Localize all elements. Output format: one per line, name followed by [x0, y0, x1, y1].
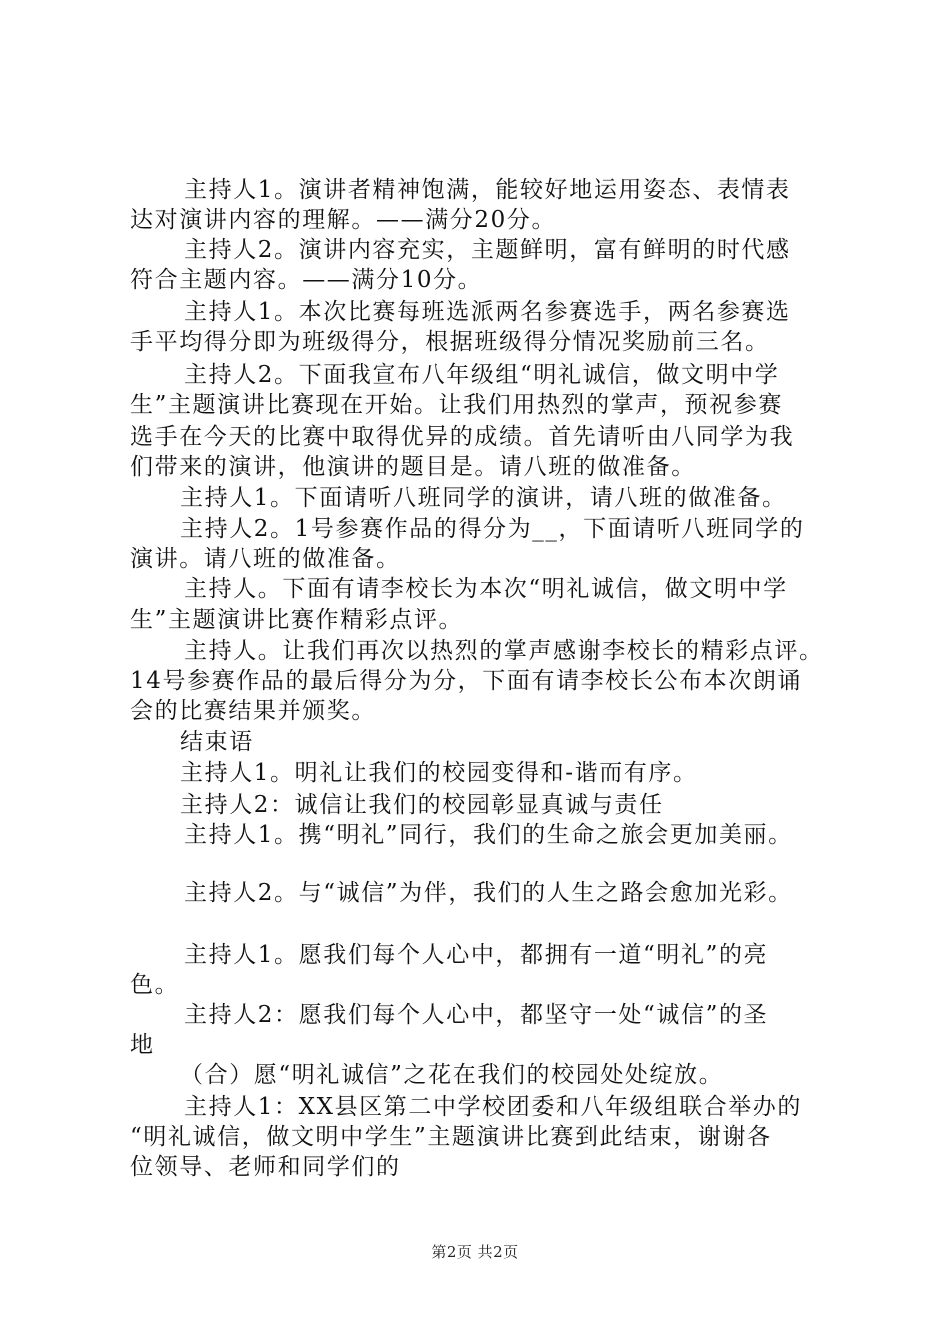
- text-line: 主持人1。本次比赛每班选派两名参赛选手，两名参赛选: [184, 299, 791, 325]
- text-line: 会的比赛结果并颁奖。: [130, 698, 376, 724]
- text-line: 生”主题演讲比赛作精彩点评。: [130, 607, 464, 633]
- text-line: 主持人1。明礼让我们的校园变得和-谐而有序。: [180, 760, 698, 786]
- text-line: （合）愿“明礼诚信”之花在我们的校园处处绽放。: [180, 1062, 724, 1088]
- text-line: 主持人1。愿我们每个人心中，都拥有一道“明礼”的亮: [184, 942, 769, 968]
- text-line: 主持人2：诚信让我们的校园彰显真诚与责任: [180, 792, 664, 818]
- text-line: 主持人1。携“明礼”同行，我们的生命之旅会更加美丽。: [184, 822, 793, 848]
- text-line: 主持人1。演讲者精神饱满，能较好地运用姿态、表情表: [184, 177, 791, 203]
- text-line: 主持人1：XX县区第二中学校团委和八年级组联合举办的: [184, 1094, 802, 1120]
- text-line: 生”主题演讲比赛现在开始。让我们用热烈的掌声，预祝参赛: [130, 392, 783, 418]
- text-line: 们带来的演讲，他演讲的题目是。请八班的做准备。: [130, 454, 696, 480]
- text-line: 位领导、老师和同学们的: [130, 1154, 401, 1180]
- text-line: 主持人。下面有请李校长为本次“明礼诚信，做文明中学: [184, 576, 788, 602]
- text-line: 主持人2：愿我们每个人心中，都坚守一处“诚信”的圣: [184, 1002, 769, 1028]
- text-line: 主持人2。与“诚信”为伴，我们的人生之路会愈加光彩。: [184, 880, 793, 906]
- text-line: 主持人。让我们再次以热烈的掌声感谢李校长的精彩点评。: [184, 638, 824, 664]
- text-line: 演讲。请八班的做准备。: [130, 546, 401, 572]
- section-heading: 结束语: [180, 729, 254, 755]
- text-line: 手平均得分即为班级得分，根据班级得分情况奖励前三名。: [130, 329, 770, 355]
- text-line: 主持人2。下面我宣布八年级组“明礼诚信，做文明中学: [184, 362, 780, 388]
- text-line: “明礼诚信，做文明中学生”主题演讲比赛到此结束，谢谢各: [130, 1124, 772, 1150]
- text-line: 色。: [130, 972, 180, 998]
- text-line: 符合主题内容。——满分10分。: [130, 267, 483, 293]
- text-line: 主持人2。演讲内容充实，主题鲜明，富有鲜明的时代感: [184, 237, 791, 263]
- text-line: 达对演讲内容的理解。——满分20分。: [130, 207, 557, 233]
- text-line: 主持人2。1号参赛作品的得分为__，下面请听八班同学的: [180, 516, 805, 542]
- text-line: 选手在今天的比赛中取得优异的成绩。首先请听由八同学为我: [130, 424, 795, 450]
- text-line: 主持人1。下面请听八班同学的演讲，请八班的做准备。: [180, 485, 787, 511]
- page-footer: 第2页 共2页: [431, 1243, 519, 1261]
- text-line: 14号参赛作品的最后得分为分，下面有请李校长公布本次朗诵: [130, 668, 803, 694]
- text-line: 地: [130, 1032, 155, 1058]
